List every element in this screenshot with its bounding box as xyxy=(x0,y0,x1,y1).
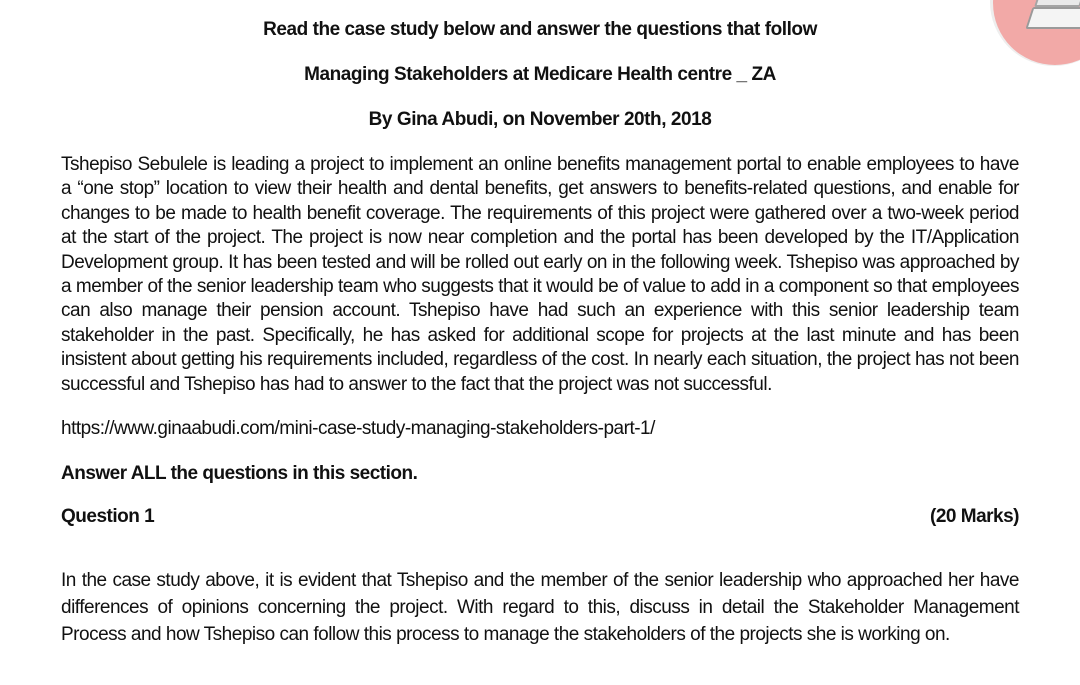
case-study-title: Managing Stakeholders at Medicare Health centre _ ZA xyxy=(304,64,776,85)
question-text: In the case study above, it is evident that Tshepiso and the member of the senior leadership who approached her have differences of opinions concerning the project. With regard to this, discuss in detail the Stakeholder Management Process and how Tshepiso can follow this process to manage the stakeholders of the projects she is working on. xyxy=(61,570,1019,645)
book-top-shape xyxy=(1034,0,1080,7)
instruction-heading: Read the case study below and answer the questions that follow xyxy=(263,19,817,40)
case-study-paragraph: Tshepiso Sebulele is leading a project to implement an online benefits management portal to enable employees to have a “one stop” location to view their health and dental benefits, get answers to benefits-related questions, and enable for changes to be made to health benefit coverage. The requirements of this project were gathered over a two-week period at the start of the project. The project is now near completion and the portal has been developed by the IT/Application Development group. It has been tested and will be rolled out early on in the following week. Tshepiso was approached by a member of the senior leadership team who suggests that it would be of value to add in a component so that employees can also manage their pension account. Tshepiso have had such an experience with this senior leadership team stakeholder in the past. Specifically, he has asked for additional scope for projects at the last minute and has been insistent about getting his requirements included, regardless of the cost. In nearly each situation, the project has not been successful and Tshepiso has had to answer to the fact that the project was not successful. xyxy=(61,154,1019,395)
section-instruction: Answer ALL the questions in this section. xyxy=(61,463,418,484)
source-url-text: https://www.ginaabudi.com/mini-case-study-managing-stakeholders-part-1/ xyxy=(61,418,655,439)
author-byline: By Gina Abudi, on November 20th, 2018 xyxy=(368,109,712,130)
question-label: Question 1 xyxy=(61,506,155,527)
question-marks: (20 Marks) xyxy=(930,506,1019,527)
